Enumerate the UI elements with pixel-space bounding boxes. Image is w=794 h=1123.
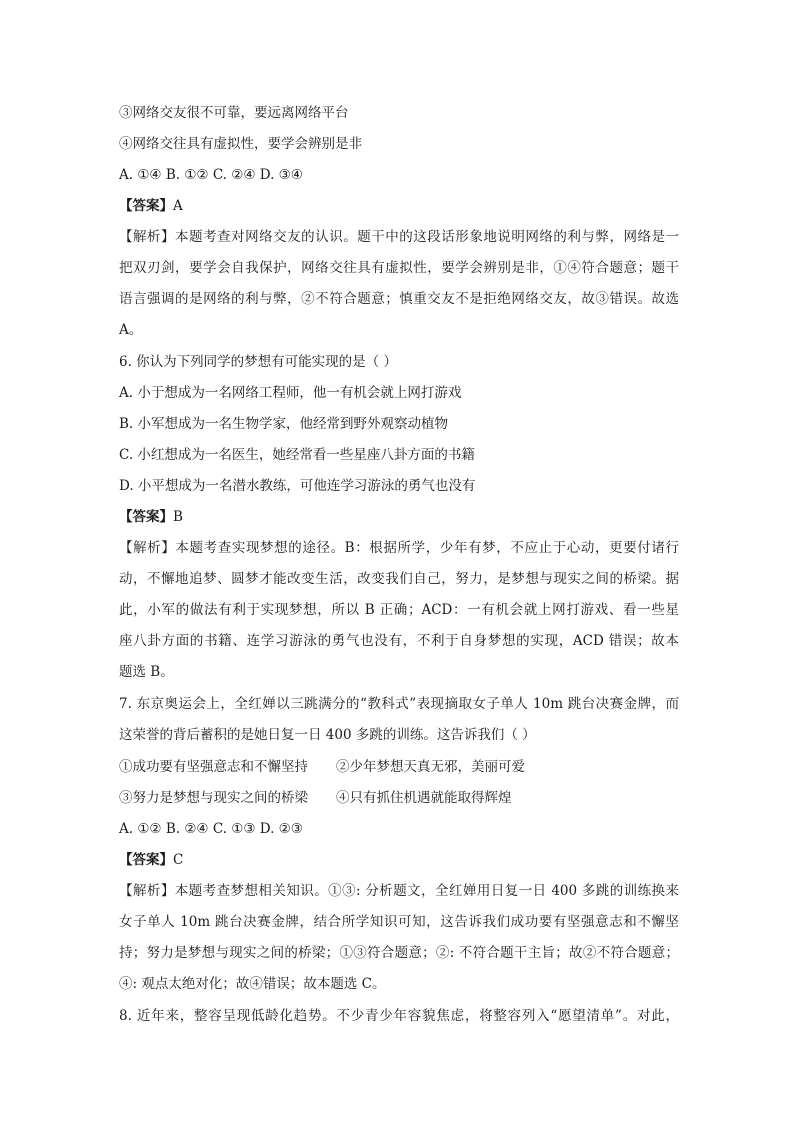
q5-analysis-line: 语言强调的是网络的利与弊，②不符合题意；慎重交友不是拒绝网络交友，故③错误。故选 <box>119 291 679 307</box>
q7-analysis-line: ④: 观点太绝对化；故④错误；故本题选 C。 <box>119 976 386 992</box>
q5-option-3: ③网络交友很不可靠，要远离网络平台 <box>119 105 349 121</box>
q5-option-4: ④网络交往具有虚拟性，要学会辨别是非 <box>119 136 362 152</box>
q7-option-3: ③努力是梦想与现实之间的桥梁 <box>119 790 308 806</box>
q5-analysis-line: A。 <box>119 322 143 338</box>
q7-analysis-line: 【解析】本题考查梦想相关知识。①③: 分析题文，全红婵用日复一日 400 多跳的训练换来 <box>119 883 679 899</box>
answer-value: B <box>173 509 183 525</box>
q7-analysis-line: 女子单人 10m 跳台决赛金牌，结合所学知识可知，这告诉我们成功要有坚强意志和不懈坚 <box>119 914 679 930</box>
q5-choices: A. ①④ B. ①② C. ②④ D. ③④ <box>119 167 303 183</box>
q7-options-row <box>119 788 679 808</box>
q7-option-2: ②少年梦想天真无邪，美丽可爱 <box>336 759 525 775</box>
q6-analysis-line: 动，不懈地追梦、圆梦才能改变生活，改变我们自己，努力，是梦想与现实之间的桥梁。据 <box>119 571 679 587</box>
answer-label: 【答案】 <box>119 509 173 525</box>
answer-value: C <box>173 852 184 868</box>
q6-option-d: D. 小平想成为一名潜水教练，可他连学习游泳的勇气也没有 <box>119 478 476 494</box>
answer-label: 【答案】 <box>119 198 173 214</box>
q7-analysis-line: 持；努力是梦想与现实之间的桥梁；①③符合题意；②: 不符合题干主旨；故②不符合题意； <box>119 945 679 961</box>
q7-option-1: ①成功要有坚强意志和不懈坚持 <box>119 759 308 775</box>
answer-value: A <box>173 198 183 214</box>
q6-option-b: B. 小军想成为一名生物学家，他经常到野外观察动植物 <box>119 416 449 432</box>
q7-stem-line: 这荣誉的背后蓄积的是她日复一日 400 多跳的训练。这告诉我们（ ） <box>119 727 536 743</box>
q6-stem: 6. 你认为下列同学的梦想有可能实现的是（ ） <box>119 354 397 370</box>
q6-answer <box>119 507 679 527</box>
q8-stem-line: 8. 近年来，整容呈现低龄化趋势。不少青少年容貌焦虑，将整容列入“愿望清单”。对此， <box>119 1008 679 1024</box>
q5-analysis-line: 把双刃剑，要学会自我保护，网络交往具有虚拟性，要学会辨别是非，①④符合题意；题干 <box>119 260 679 276</box>
q7-options-row <box>119 757 679 777</box>
q6-option-a: A. 小于想成为一名网络工程师，他一有机会就上网打游戏 <box>119 385 462 401</box>
q5-answer <box>119 196 679 216</box>
q6-analysis-line: 此，小军的做法有利于实现梦想，所以 B 正确；ACD：一有机会就上网打游戏、看一些星 <box>119 602 679 618</box>
q7-choices: A. ①② B. ②④ C. ①③ D. ②③ <box>119 821 303 837</box>
q7-answer <box>119 850 679 870</box>
q6-analysis-line: 题选 B。 <box>119 664 174 680</box>
q7-stem-line: 7. 东京奥运会上，全红婵以三跳满分的“教科式”表现摘取女子单人 10m 跳台决赛金牌，而 <box>119 696 679 712</box>
q5-analysis-line: 【解析】本题考查对网络交友的认识。题干中的这段话形象地说明网络的利与弊，网络是一 <box>119 229 679 245</box>
q7-option-4: ④只有抓住机遇就能取得辉煌 <box>336 790 512 806</box>
q6-analysis-line: 【解析】本题考查实现梦想的途径。B：根据所学，少年有梦，不应止于心动，更要付诸行 <box>119 540 679 556</box>
q6-analysis-line: 座八卦方面的书籍、连学习游泳的勇气也没有，不利于自身梦想的实现，ACD 错误；故本 <box>119 633 679 649</box>
answer-label: 【答案】 <box>119 852 173 868</box>
q6-option-c: C. 小红想成为一名医生，她经常看一些星座八卦方面的书籍 <box>119 447 475 463</box>
